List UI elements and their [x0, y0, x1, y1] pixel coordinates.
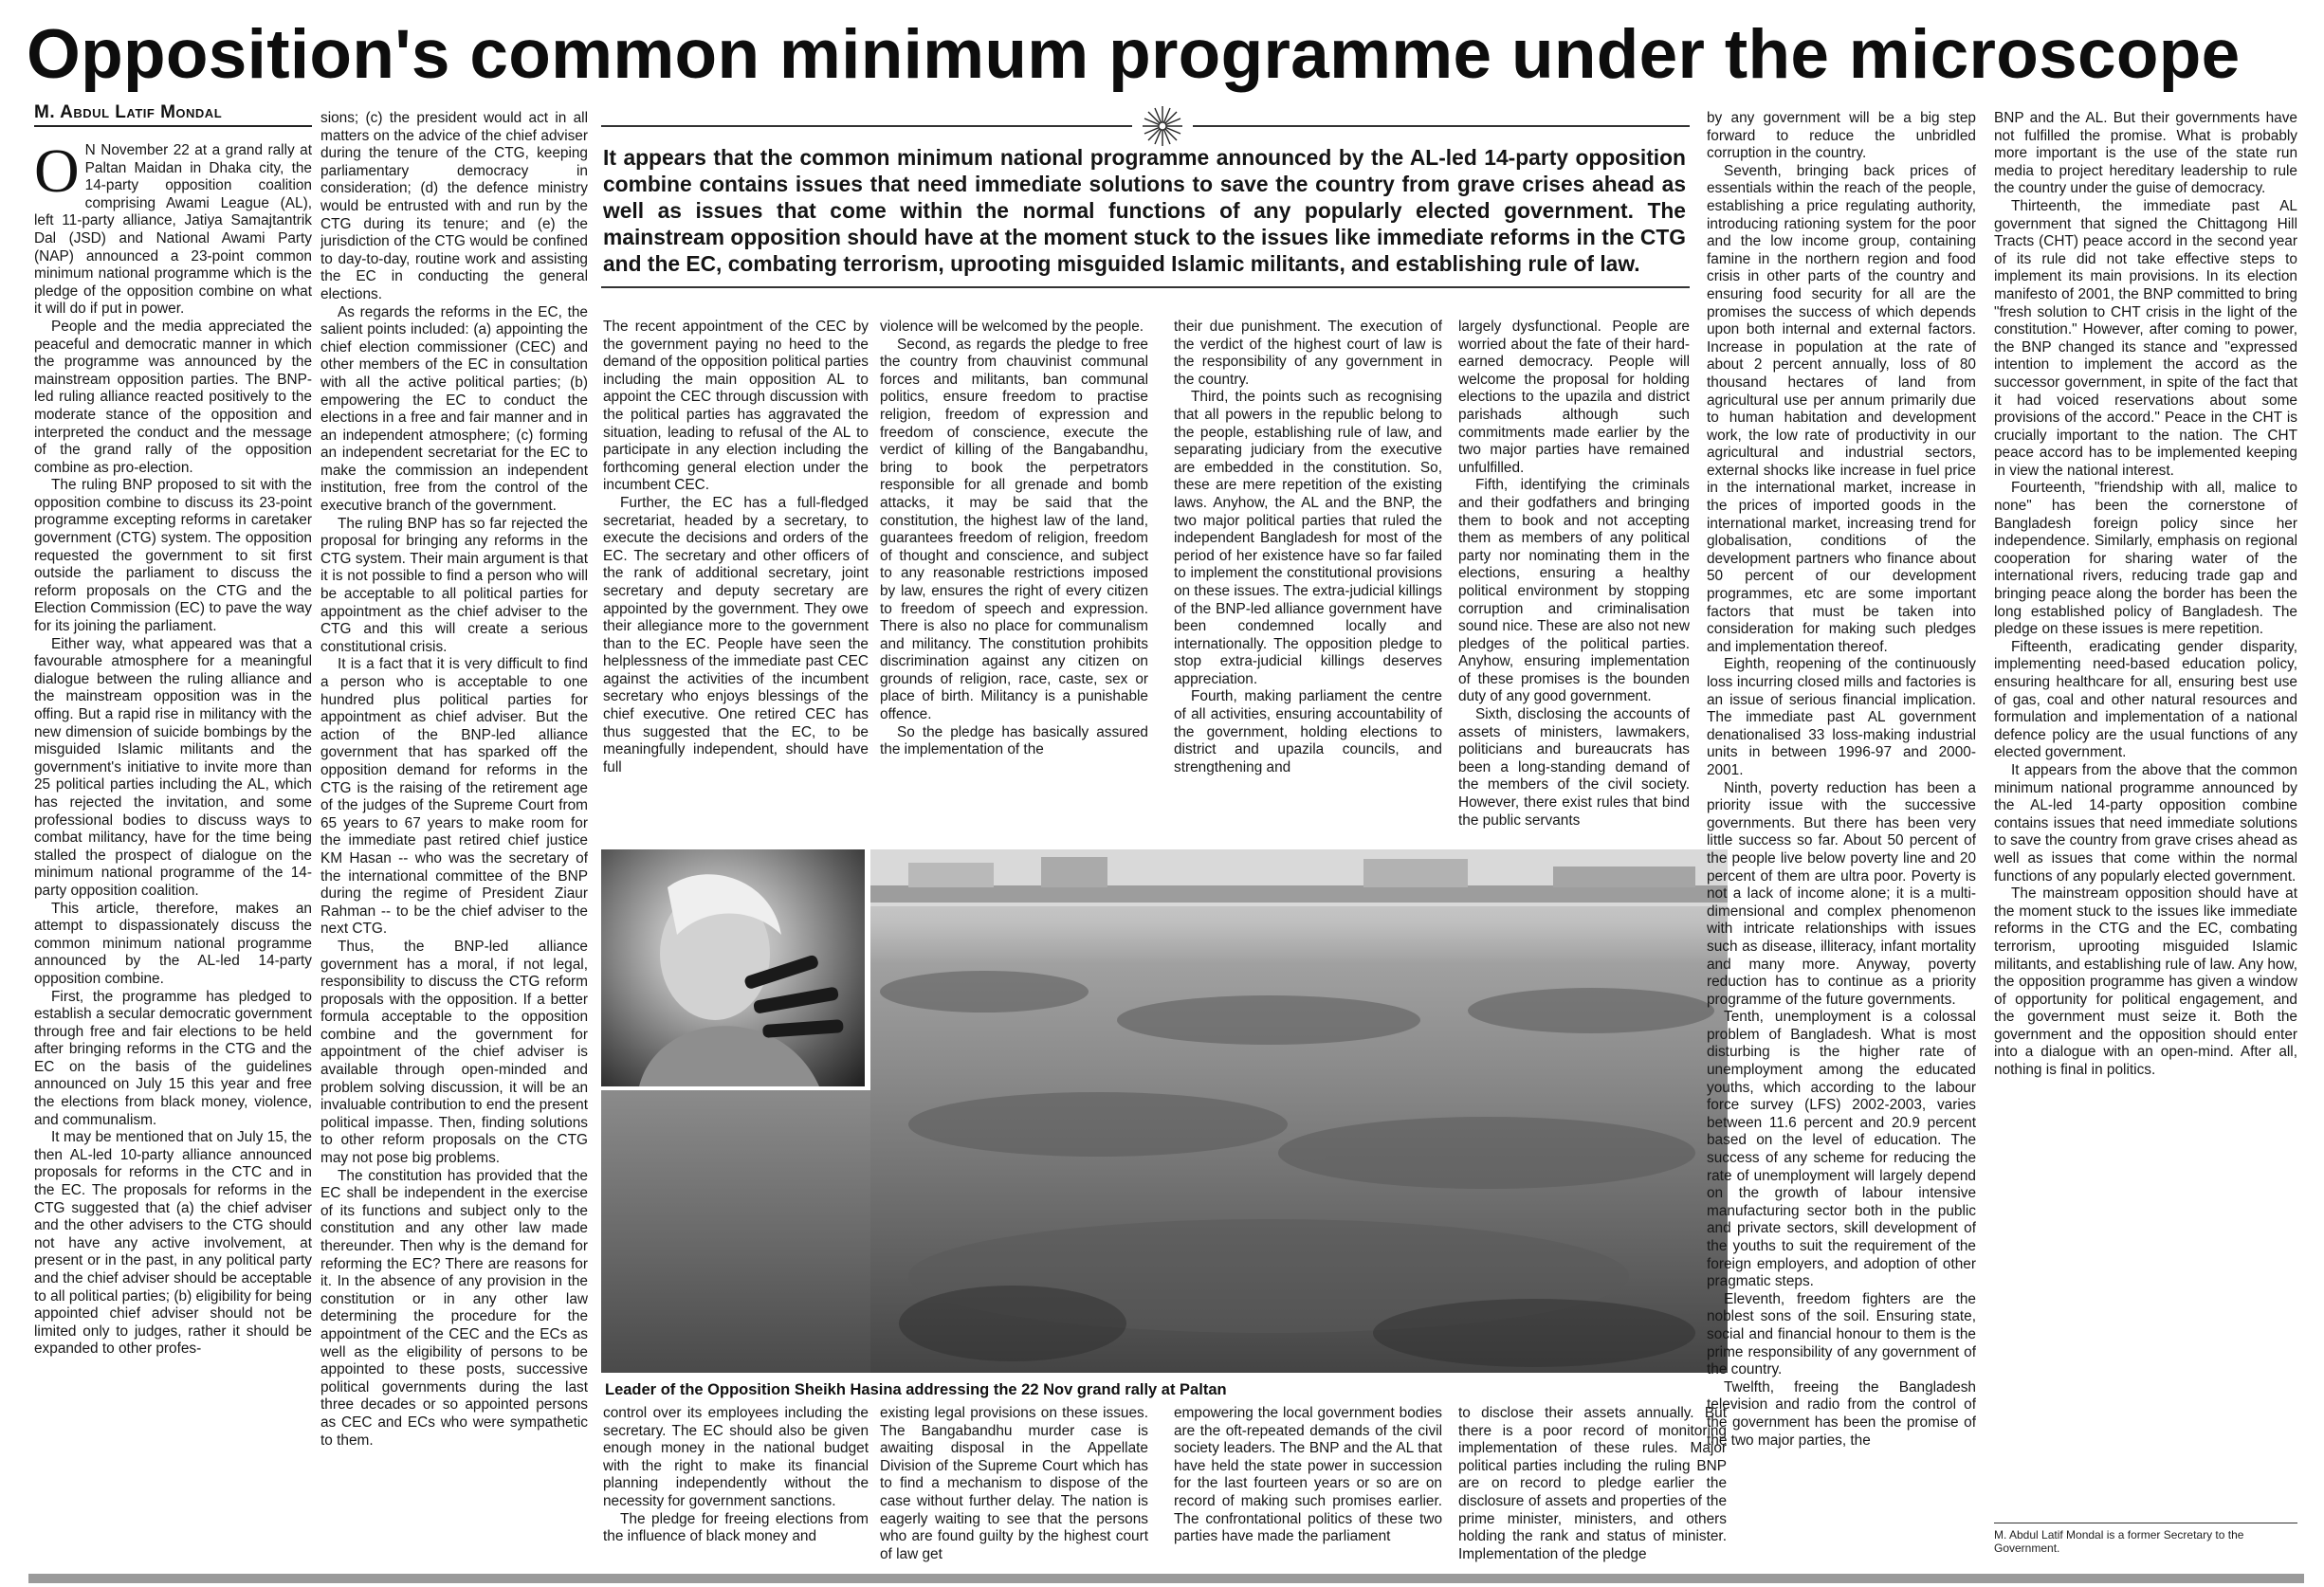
- drop-cap: O: [34, 142, 80, 206]
- paragraph: It appears from the above that the common minimum national programme announced by the AL-led 14-party opposition combine contains issues that need immediate solutions to save the country from grave crises ahead as well as issues that come within the normal functions of any popularly elected government.: [1994, 761, 2297, 885]
- deck-rule-right: [1193, 125, 1690, 127]
- column-1: [34, 142, 312, 1572]
- rally-crowd-photo: [870, 849, 1728, 1373]
- paragraph: People and the media appreciated the peaceful and democratic manner in which the programme was announced by the mainstream opposition parties. The BNP-led ruling alliance reacted positively to the moderate stance of the opposition and interpreted the conduct and the message of the grand rally of the opposition combine as pro-election.: [34, 318, 312, 476]
- paragraph: BNP and the AL. But their governments have not fulfilled the promise. What is probably more important is the use of the state run media to project hereditary leadership to rule the country under the guise of democracy.: [1994, 110, 2297, 197]
- headline: Opposition's common minimum programme under the microscope: [27, 16, 2241, 93]
- paragraph: Thirteenth, the immediate past AL government that signed the Chittagong Hill Tracts (CHT) peace accord in the second year of its rule did not take effective steps to implement its main provisions. In its election manifesto of 2001, the BNP committed to bring "fresh solution to CHT crisis in the light of the constitution." However, after coming to power, the BNP changed its stance and "expressed intention to implement the accord as the successor government, in spite of the fact that it had voiced reservations about some provisions of the accord." Peace in the CHT is crucially important to the nation. The CHT peace accord has to be implemented keeping in view the national interest.: [1994, 197, 2297, 479]
- page-bottom-bar: [28, 1574, 2304, 1583]
- photo-caption: Leader of the Opposition Sheikh Hasina addressing the 22 Nov grand rally at Paltan: [605, 1381, 1227, 1398]
- paragraph: Further, the EC has a full-fledged secretariat, headed by a secretary, to execute the decisions and orders of the EC. The secretary and other officers of the rank of additional secretary, joint secretary and deputy secretary are appointed by the government. They owe their allegiance more to the government than to the EC. People have seen the helplessness of the immediate past CEC against the activities of the incumbent secretary who enjoys blessings of the chief executive. One retired CEC has thus suggested that the EC, to be meaningfully independent, should have full: [603, 494, 869, 775]
- deck-rule-bottom: [601, 286, 1690, 288]
- paragraph: Thus, the BNP-led alliance government has a moral, if not legal, responsibility to discuss the CTG reform proposals with the opposition. If a better formula acceptable to the opposition combine and the government for appointment of the chief adviser is available through open-minded and problem solving discussion, it will be an invaluable contribution to end the present political impasse. Then, finding solutions to other reform proposals on the CTG may not pose big problems.: [320, 938, 588, 1167]
- paragraph: The ruling BNP proposed to sit with the opposition combine to discuss its 23-point programme excepting reforms in caretaker government (CTG) system. The opposition requested the government to sit first outside the parliament to discuss the reform proposals on the CTG and the Election Commission (EC) to pave the way for its joining the parliament.: [34, 477, 312, 635]
- paragraph: The mainstream opposition should have at the moment stuck to the issues like immediate reforms in the CTG and the EC, combating terrorism, uprooting misguided Islamic militants, and establishing rule of law. Any how, the opposition programme has given a window of opportunity for political engagement, and the government must seize it. Both the government and the opposition should enter into a dialogue with an open-mind. After all, nothing is final in politics.: [1994, 885, 2297, 1079]
- crowd-photo-image: [870, 849, 1728, 1373]
- column-5-upper: [1174, 319, 1442, 843]
- paragraph: sions; (c) the president would act in all matters on the advice of the chief adviser during the tenure of the CTG, keeping parliamentary democracy in consideration; (d) the defence ministry would be entrusted with and run by the CTG during its tenure; and (e) the jurisdiction of the CTG would be confined to day-to-day, routine work and assisting the EC in conducting the general elections.: [320, 110, 588, 302]
- paragraph: Seventh, bringing back prices of essentials within the reach of the people, establishing a price regulating authority, introducing rationing system for the poor and the low income group, containing famine in the northern region and food crisis in other parts of the country and ensuring food security for all are the promises the success of which depends upon both internal and external factors. Increase in population at the rate of about 2 percent annually, loss of 80 thousand hectares of land from agricultural use per annum primarily due to human habitation and development work, the low rate of productivity in our agricultural and industrial sectors, external shocks like increase in fuel price in the international market, increase in the prices of imported goods in the international market, increasing trend for globalisation, conditions of the development partners who finance about 50 percent of our development programmes, etc are some important factors that must be taken into consideration for making such pledges and implementation thereof.: [1707, 162, 1976, 655]
- column-4-upper: [880, 319, 1148, 843]
- paragraph: to disclose their assets annually. But there is a poor record of monitoring implementation of these rules. Major political parties including the ruling BNP are on record to pledge earlier the disclosure of assets and properties of the prime minister, ministers, and others holding the rank and status of minister. Implementation of the pledge: [1458, 1405, 1727, 1562]
- paragraph: Sixth, disclosing the accounts of assets of ministers, lawmakers, politicians and bureaucrats has been a long-standing demand of the members of the civil society. However, there exist rules that bind the public servants: [1458, 706, 1690, 829]
- deck-rule-left: [601, 125, 1132, 127]
- column-6-upper: [1458, 319, 1690, 843]
- paragraph: largely dysfunctional. People are worried about the fate of their hard-earned democracy. People will welcome the proposal for holding elections to the upazila and district parishads although such commitments made earlier by the two major parties have remained unfulfilled.: [1458, 319, 1690, 476]
- crowd-photo-lower-left: [601, 1090, 870, 1373]
- author-footnote: M. Abdul Latif Mondal is a former Secretary to the Government.: [1994, 1528, 2244, 1555]
- paragraph: The pledge for freeing elections from the influence of black money and: [603, 1510, 869, 1545]
- paragraph: It may be mentioned that on July 15, the then AL-led 10-party alliance announced proposals for reforms in the CTC and in the EC. The proposals for reforms in the CTG suggested that (a) the chief adviser and the other advisers to the CTG should not have any active involvement, at present or in the past, in any political party and the chief adviser should be acceptable to all political parties; (b) eligibility for being appointed chief adviser should not be limited only to judges, rather it should be expanded to other profes-: [34, 1129, 312, 1358]
- paragraph: Tenth, unemployment is a colossal problem of Bangladesh. What is most disturbing is the higher rate of unemployment among the educated youths, which according to the labour force survey (LFS) 2002-2003, varies between 11.6 percent and 20.9 percent based on the level of education. The success of any scheme for reducing the rate of unemployment will largely depend on the growth of labour intensive manufacturing sector both in the public and private sectors, skill development of the youths to suit the requirement of the foreign employers, and adoption of other pragmatic steps.: [1707, 1009, 1976, 1290]
- paragraph: The constitution has provided that the EC shall be independent in the exercise of its functions and subject only to the constitution and any other law made thereunder. Then why is the demand for reforming the EC? There are reasons for it. In the absence of any provision in the constitution or in any other law determining the procedure for the appointment of the CEC and the ECs as well as the eligibility of persons to be appointed to these posts, successive political governments during the last three decades or so appointed persons as CEC and ECs who were sympathetic to them.: [320, 1167, 588, 1449]
- paragraph: Either way, what appeared was that a favourable atmosphere for a meaningful dialogue between the ruling alliance and the mainstream opposition was in the offing. But a rapid rise in militancy with the new dimension of suicide bombings by the misguided Islamic militants and the government's initiative to invite more than 25 political parties including the AL, which has rejected the invitation, and some professional bodies to discuss ways to combat militancy, have for the time being stalled the prospect of dialogue on the minimum national programme of the 14-party opposition coalition.: [34, 635, 312, 899]
- paragraph: It is a fact that it is very difficult to find a person who is acceptable to one hundred plus political parties for appointment as chief adviser. But the action of the BNP-led alliance government that has sparked off the opposition demand for reforms in the CTG is the raising of the retirement age of the judges of the Supreme Court from 65 years to 67 years to make room for the immediate past retired chief justice KM Hasan -- who was the secretary of the international committee of the BNP during the regime of President Ziaur Rahman -- to be the chief adviser to the next CTG.: [320, 656, 588, 938]
- paragraph: Eleventh, freedom fighters are the noblest sons of the soil. Ensuring state, social and financial honour to them is the prime responsibility of any government of the country.: [1707, 1290, 1976, 1378]
- paragraph: existing legal provisions on these issues. The Bangabandhu murder case is awaiting disposal in the Appellate Division of the Supreme Court which has to find a mechanism to dispose of the case without further delay. The nation is eagerly waiting to see that the persons who are found guilty by the highest court of law get: [880, 1405, 1148, 1562]
- byline: M. Abdul Latif Mondal: [34, 102, 223, 122]
- paragraph: Fifth, identifying the criminals and their godfathers and bringing them to book and not accepting them as members of any political party nor nominating them in the elections, ensuring a healthy political environment by stopping corruption and criminalisation sound nice. These are also not new pledges of the political parties. Anyhow, ensuring implementation of these promises is the bounden duty of any good government.: [1458, 477, 1690, 705]
- paragraph: So the pledge has basically assured the implementation of the: [880, 723, 1148, 758]
- paragraph: control over its employees including the secretary. The EC should also be given enough money in the national budget with the right to make its financial planning independently without the necessity for government sanctions.: [603, 1405, 869, 1509]
- paragraph: The recent appointment of the CEC by the government paying no heed to the demand of the opposition political parties including the main opposition AL to appoint the CEC through discussion with the political parties has aggravated the situation, leading to refusal of the AL to participate in any election including the forthcoming general election under the incumbent CEC.: [603, 319, 869, 494]
- column-6-lower: [1458, 1405, 1727, 1574]
- paragraph: As regards the reforms in the EC, the salient points included: (a) appointing the chief election commissioner (CEC) and other members of the EC in consultation with all the active political parties; (b) empowering the EC to conduct the elections in a free and fair manner and in an independent atmosphere; (c) forming an independent secretariat for the EC to make the commission an independent institution, free from the control of the executive branch of the government.: [320, 303, 588, 515]
- column-2: [320, 110, 588, 1570]
- star-ornament-icon: [1141, 104, 1184, 148]
- paragraph: The ruling BNP has so far rejected the proposal for bringing any reforms in the CTG system. Their main argument is that it is not possible to find a person who will be acceptable to all political parties for appointment as the chief adviser to the CTG and this will create a serious constitutional crisis.: [320, 515, 588, 655]
- paragraph: This article, therefore, makes an attempt to dispassionately discuss the common minimum national programme announced by the AL-led 14-party opposition combine.: [34, 900, 312, 987]
- paragraph: empowering the local government bodies are the oft-repeated demands of the civil society leaders. The BNP and the AL that have held the state power in succession for the last fourteen years or so are on record of making such promises earlier. The confrontational politics of these two parties have made the parliament: [1174, 1405, 1442, 1545]
- paragraph: Fourteenth, "friendship with all, malice to none" has been the cornerstone of Bangladesh foreign policy since her independence. Similarly, emphasis on regional cooperation for sharing water of the international rivers, reducing trade gap and bringing peace along the border has been the long established policy of Bangladesh. The pledge on these issues is mere repetition.: [1994, 480, 2297, 638]
- deck-summary: It appears that the common minimum national programme announced by the AL-led 14-party opposition combine contains issues that need immediate solutions to save the country from grave crises ahead as well as issues that come within the normal functions of any popularly elected government. The mainstream opposition should have at the moment stuck to the issues like immediate reforms in the CTG and the EC, combating terrorism, uprooting misguided Islamic militants, and establishing rule of law.: [603, 145, 1686, 276]
- column-8: [1994, 110, 2297, 1519]
- paragraph: Fourth, making parliament the centre of all activities, ensuring accountability of the government, holding elections to district and upazila councils, and strengthening and: [1174, 688, 1442, 775]
- column-5-lower: [1174, 1405, 1442, 1574]
- column-3-lower: [603, 1405, 869, 1574]
- paragraph: Fifteenth, eradicating gender disparity, implementing need-based education policy, ensuring healthcare for all, ensuring best use of gas, coal and other natural resources and formulation and implementation of a national defence policy are the usual functions of any elected government.: [1994, 638, 2297, 761]
- paragraph: Second, as regards the pledge to free the country from chauvinist communal forces and militants, ban communal politics, ensure freedom to practise religion, freedom of expression and freedom of conscience, execute the verdict of killing of the Bangabandhu, bring to book the perpetrators responsible for all grenade and bomb attacks, it may be said that the constitution, the highest law of the land, guarantees freedom of religion, freedom of thought and conscience, and subject to any reasonable restrictions imposed by law, ensures the right of every citizen to freedom of speech and expression. There is also no place for communalism and militancy. The constitution prohibits discrimination against any citizen on grounds of religion, race, caste, sex or place of birth. Militancy is a punishable offence.: [880, 336, 1148, 723]
- column-4-lower: [880, 1405, 1148, 1574]
- paragraph: Twelfth, freeing the Bangladesh television and radio from the control of the government has been the promise of the two major parties, the: [1707, 1378, 1976, 1449]
- paragraph: by any government will be a big step forward to reduce the unbridled corruption in the country.: [1707, 110, 1976, 162]
- paragraph: First, the programme has pledged to establish a secular democratic government through free and fair elections to be held after bringing reforms in the CTG and the EC on the basis of the guidelines announced on July 15 this year and free the elections from black money, violence, and communalism.: [34, 988, 312, 1128]
- paragraph: N November 22 at a grand rally at Paltan Maidan in Dhaka city, the 14-party opposition coalition comprising Awami League (AL), left 11-party alliance, Jatiya Samajtantrik Dal (JSD) and National Awami Party (NAP) announced a 23-point common minimum national programme which is the pledge of the opposition combine on what it will do if put in power.: [34, 142, 312, 318]
- paragraph: Eighth, reopening of the continuously loss incurring closed mills and factories is an issue of serious financial implication. The immediate past AL government denationalised 33 loss-making industrial units in between 1996-97 and 2000-2001.: [1707, 656, 1976, 778]
- column-7: [1707, 110, 1976, 1574]
- sheikh-hasina-inset-photo: [601, 849, 869, 1086]
- paragraph: violence will be welcomed by the people.: [880, 319, 1144, 335]
- speaker-photo-image: [601, 849, 865, 1086]
- paragraph: Third, the points such as recognising that all powers in the republic belong to the people, establishing rule of law, and separating judiciary from the executive are embedded in the constitution. So, these are mere repetition of the existing laws. Anyhow, the AL and the BNP, the two major political parties that ruled the independent Bangladesh for most of the period of her existence have so far failed to implement the constitutional provisions on these issues. The extra-judicial killings of the BNP-led alliance government have been condemned locally and internationally. The opposition pledge to stop extra-judicial killings deserves appreciation.: [1174, 389, 1442, 687]
- column-3-upper: [603, 319, 869, 843]
- paragraph: Ninth, poverty reduction has been a priority issue with the successive governments. But there has been very little success so far. About 50 percent of the people live below poverty line and 20 percent of them are ultra poor. Poverty is not a lack of income alone; it is a multi-dimensional and complex phenomenon with intricate relationships with issues such as disease, illiteracy, infant mortality and many more. Anyway, poverty reduction has to continue as a priority programme of the future governments.: [1707, 779, 1976, 1008]
- paragraph: their due punishment. The execution of the verdict of the highest court of law is the responsibility of any government in the country.: [1174, 319, 1442, 388]
- byline-rule: [34, 125, 312, 127]
